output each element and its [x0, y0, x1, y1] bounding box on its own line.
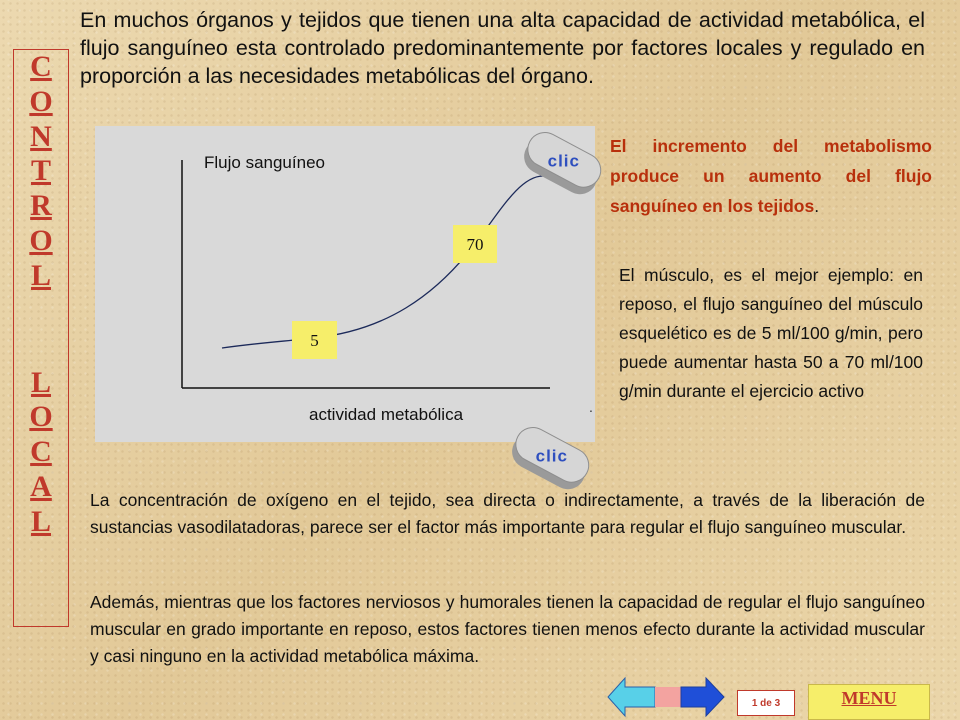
title-letter: L	[30, 365, 51, 399]
high-value-label: 70	[466, 235, 484, 254]
back-arrow-icon[interactable]	[608, 678, 655, 716]
title-letter: N	[30, 119, 52, 153]
page-indicator: 1 de 3	[737, 690, 795, 716]
clic-label-top: clic	[547, 151, 580, 171]
nervous-factors-paragraph: Además, mientras que los factores nerviosos y humorales tienen la capacidad de regular el flujo sanguíneo muscular en grado importante en reposo, estos factores tienen menos efecto durante la actividad muscular y casi ninguno en la actividad metabólica máxima.	[90, 592, 925, 666]
metabolism-note-period: .	[814, 196, 820, 216]
title-letter: C	[30, 435, 52, 469]
title-letter: T	[30, 154, 51, 188]
muscle-example-note: El músculo, es el mejor ejemplo: en reposo, el flujo sanguíneo del músculo esquelético es de 5 ml/100 g/min, pero puede aumentar hasta 50 a 70 ml/100 g/min durante el ejercicio activo	[619, 265, 923, 401]
clic-label-bottom: clic	[535, 446, 568, 466]
navigation-arrows[interactable]	[605, 676, 727, 718]
y-axis-label: Flujo sanguíneo	[204, 153, 325, 172]
stray-dot: .	[589, 399, 593, 415]
x-axis-label: actividad metabólica	[309, 405, 464, 424]
metabolism-note	[610, 131, 932, 221]
forward-arrow-icon[interactable]	[681, 678, 724, 716]
title-letter: O	[29, 400, 53, 434]
low-value-label: 5	[310, 331, 319, 350]
clic-button-top[interactable]	[516, 126, 606, 206]
side-title-control-local	[13, 49, 69, 627]
title-letter: A	[30, 469, 52, 503]
title-letter: R	[30, 189, 52, 223]
title-letter: O	[29, 223, 53, 257]
oxygen-paragraph: La concentración de oxígeno en el tejido, sea directa o indirectamente, a través de la liberación de sustancias vasodilatadoras, parece ser el factor más importante para regular el flujo sanguíneo muscular.	[90, 490, 925, 537]
title-letter: L	[30, 504, 51, 538]
title-letter: L	[30, 258, 51, 292]
title-letter: C	[30, 50, 52, 83]
intro-paragraph: En muchos órganos y tejidos que tienen una alta capacidad de actividad metabólica, el flujo sanguíneo esta controlado predominantemente por factores locales y regulado en proporción a las necesidades metabólicas del órgano.	[80, 8, 925, 88]
metabolism-note-text: El incremento del metabolismo produce un aumento del flujo sanguíneo en los tejidos	[610, 136, 932, 216]
title-letter: O	[29, 84, 53, 118]
menu-button[interactable]: MENU	[808, 684, 930, 720]
arrow-center-band	[655, 687, 681, 707]
